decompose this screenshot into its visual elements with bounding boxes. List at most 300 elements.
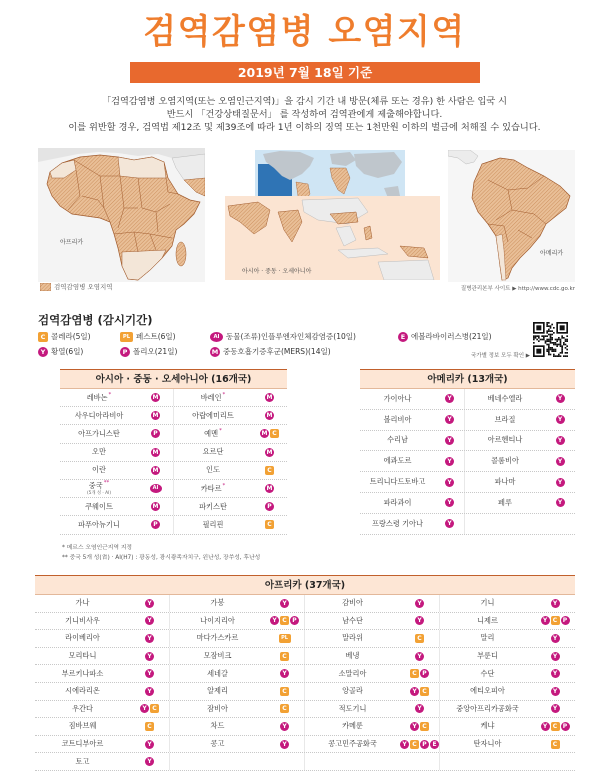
disease-badge-m: M <box>152 448 159 456</box>
disease-badge-y: Y <box>145 616 154 625</box>
asia-map-label: 아시아 · 중동 · 오세아니아 <box>242 268 312 275</box>
country-name-line <box>481 633 495 643</box>
country-name-line <box>62 669 104 679</box>
country-cell <box>465 389 545 409</box>
country-badges <box>252 389 287 406</box>
country-cell <box>174 516 252 533</box>
country-badges <box>400 630 440 647</box>
country-name-line <box>456 704 519 714</box>
country-name: 남수단 <box>342 615 363 625</box>
table-row <box>360 493 575 514</box>
country-badges <box>435 472 465 492</box>
country-badges <box>400 683 440 700</box>
country-name-line <box>69 651 97 661</box>
country-name: 요르단 <box>202 447 224 457</box>
disease-badge-y: Y <box>551 634 560 643</box>
country-name: 모리타니 <box>68 651 97 661</box>
footnote-2: ** 중국 5개 성(省) · AI(H7) : 광동성, 광시좡족자치구, 윈난성, 장쑤성, 후난성 <box>62 555 261 561</box>
disease-badge-c: C <box>551 616 560 625</box>
country-name-line <box>495 415 516 425</box>
country-badges <box>130 753 170 770</box>
intro-line-1: 「검역감염병 오염지역(또는 오염인근지역)」을 감시 기간 내 방문(체류 또는 경유) 한 사람은 입국 시 <box>101 96 507 107</box>
disease-badge-c: C <box>410 669 419 678</box>
country-name: 콜롬비아 <box>491 456 519 466</box>
country-cell <box>305 701 400 718</box>
disease-badge-c: C <box>415 634 424 643</box>
country-name: 오만 <box>92 447 106 457</box>
country-cell <box>174 444 252 461</box>
table-row <box>60 462 287 480</box>
country-badges <box>435 389 465 409</box>
country-cell <box>170 683 265 700</box>
country-name: 적도기니 <box>338 703 367 713</box>
country-name-line <box>204 429 222 439</box>
country-cell <box>60 498 138 515</box>
country-name-line <box>203 447 224 457</box>
country-name-line <box>211 721 225 731</box>
disease-badge-y: Y <box>556 498 565 507</box>
country-cell <box>60 480 138 497</box>
disease-badge-y: Y <box>445 394 454 403</box>
table-row <box>60 480 287 498</box>
disease-badge-p: P <box>420 740 429 749</box>
disease-badge-c: C <box>551 740 560 749</box>
country-name-line <box>92 465 106 475</box>
country-badges <box>535 630 575 647</box>
country-cell <box>60 425 138 442</box>
country-name: 나이지리아 <box>200 615 235 625</box>
country-name: 파나마 <box>494 477 516 487</box>
disease-badge-c: C <box>280 616 289 625</box>
country-name-line <box>488 394 523 404</box>
country-cell <box>170 595 265 612</box>
country-name-line <box>62 739 104 749</box>
country-badges <box>252 444 287 461</box>
disease-badge-y: Y <box>551 669 560 678</box>
disease-badge-y: Y <box>445 498 454 507</box>
country-name-line <box>72 704 93 714</box>
country-name-line <box>207 704 228 714</box>
footnote-mark: * <box>222 391 226 398</box>
country-name: 파키스탄 <box>199 501 227 511</box>
disease-badge-c: C <box>38 332 48 342</box>
disease-badge-m: M <box>266 412 273 420</box>
disease-badge-m: M <box>152 412 159 420</box>
country-cell <box>305 613 400 630</box>
country-name: 우간다 <box>72 703 93 713</box>
america-table-body <box>360 389 575 535</box>
country-cell <box>305 718 400 735</box>
disease-badge-y: Y <box>556 457 565 466</box>
country-badges <box>545 389 575 409</box>
table-row <box>35 613 575 631</box>
country-name: 짐바브웨 <box>68 721 97 731</box>
disease-badge-c: C <box>420 722 429 731</box>
country-cell <box>440 701 535 718</box>
country-cell <box>174 480 252 497</box>
country-name-line <box>87 393 112 403</box>
disease-legend-item <box>120 331 210 342</box>
disease-legend-item <box>398 331 528 342</box>
country-name-line <box>78 520 120 530</box>
table-row <box>60 425 287 443</box>
country-cell <box>305 648 400 665</box>
country-cell <box>35 595 130 612</box>
legend-swatch <box>40 283 51 291</box>
country-cell <box>440 753 535 770</box>
country-badges <box>435 410 465 430</box>
country-cell <box>440 595 535 612</box>
country-name: 기니 <box>480 598 495 608</box>
country-cell <box>174 498 252 515</box>
country-cell <box>305 753 400 770</box>
disease-legend-label: 페스트(6일) <box>136 332 176 341</box>
country-name: 앙골라 <box>342 686 363 696</box>
country-badges <box>400 718 440 735</box>
country-badges <box>265 613 305 630</box>
disease-badge-c: C <box>410 740 419 749</box>
disease-badge-pl: PL <box>279 634 291 643</box>
country-badges <box>130 701 170 718</box>
country-name: 브라질 <box>494 414 516 424</box>
country-cell <box>360 451 435 471</box>
country-name-line <box>346 651 360 661</box>
country-name-line <box>342 633 363 643</box>
disease-badge-c: C <box>551 722 560 731</box>
australia-zoom-landmass <box>378 260 434 280</box>
country-cell <box>60 516 138 533</box>
disease-badge-y: Y <box>541 722 550 731</box>
disease-legend-item <box>210 346 398 357</box>
disease-badge-y: Y <box>145 652 154 661</box>
country-cell <box>360 389 435 409</box>
footnote-mark: * <box>108 391 112 398</box>
country-badges <box>545 451 575 471</box>
disease-badge-y: Y <box>145 687 154 696</box>
world-asia-map <box>218 150 440 280</box>
country-cell <box>35 613 130 630</box>
table-row <box>360 472 575 493</box>
country-name-line <box>328 739 377 749</box>
country-cell <box>440 630 535 647</box>
footnote-mark: ** <box>103 480 110 487</box>
country-cell <box>174 407 252 424</box>
country-name-line <box>65 633 100 643</box>
country-badges <box>130 648 170 665</box>
table-row <box>60 389 287 407</box>
country-badges <box>265 648 305 665</box>
country-badges <box>535 595 575 612</box>
country-badges <box>130 736 170 753</box>
country-name: 모잠비크 <box>203 651 232 661</box>
intro-text <box>14 95 595 134</box>
country-cell <box>35 701 130 718</box>
africa-table-heading: 아프리카 (37개국) <box>35 575 575 595</box>
country-name: 레바논 <box>86 392 108 402</box>
country-name: 아르헨티나 <box>487 435 523 445</box>
table-row <box>35 648 575 666</box>
disease-badge-ai: AI <box>150 484 162 493</box>
disease-badge-p: P <box>290 616 299 625</box>
africa-table-body <box>35 595 575 771</box>
country-badges <box>130 630 170 647</box>
country-cell <box>35 753 130 770</box>
country-badges <box>130 613 170 630</box>
country-cell <box>170 701 265 718</box>
disease-badge-y: Y <box>556 436 565 445</box>
country-name-line <box>372 519 423 529</box>
country-badges <box>265 736 305 753</box>
country-name: 말라위 <box>342 633 363 643</box>
disease-badge-y: Y <box>556 478 565 487</box>
country-badges <box>252 498 287 515</box>
country-badges <box>400 595 440 612</box>
country-name-line <box>384 498 412 508</box>
table-row <box>35 753 575 771</box>
country-name: 카타르 <box>200 483 222 493</box>
country-name: 수단 <box>480 668 495 678</box>
country-name-line <box>76 598 90 608</box>
country-cell <box>170 718 265 735</box>
country-name: 프랑스령 기아나 <box>372 518 423 528</box>
country-badges <box>130 665 170 682</box>
country-badges <box>435 514 465 534</box>
country-name-line <box>384 456 412 466</box>
country-name: 에티오피아 <box>470 686 505 696</box>
disease-badge-y: Y <box>145 599 154 608</box>
disease-badge-p: P <box>265 502 274 511</box>
table-row <box>35 595 575 613</box>
country-name: 세네갈 <box>207 668 228 678</box>
footnote-mark: * <box>222 482 226 489</box>
country-name-line <box>481 721 495 731</box>
country-badges <box>252 407 287 424</box>
country-cell <box>465 493 545 513</box>
country-badges <box>265 718 305 735</box>
disease-badge-y: Y <box>280 669 289 678</box>
country-badges <box>400 665 440 682</box>
country-name: 베네수엘라 <box>487 393 523 403</box>
country-cell <box>170 736 265 753</box>
country-name: 쿠웨이트 <box>85 501 113 511</box>
country-badges <box>265 630 305 647</box>
country-name-line <box>92 447 106 457</box>
country-name-line <box>211 739 225 749</box>
disease-legend-label: 동물(조류)인플루엔자인체감염증(10일) <box>226 332 356 341</box>
country-badges <box>138 516 174 533</box>
country-name: 코트디부아르 <box>61 739 104 749</box>
disease-badge-y: Y <box>280 599 289 608</box>
country-badges <box>265 683 305 700</box>
country-name: 예멘 <box>204 428 219 438</box>
country-badges <box>400 613 440 630</box>
table-row <box>35 665 575 683</box>
country-name-line <box>207 669 228 679</box>
america-table-heading: 아메리카 (13개국) <box>360 369 575 389</box>
country-name-line <box>474 739 502 749</box>
country-name: 트리니다드토바고 <box>369 477 426 487</box>
country-name-line <box>477 651 498 661</box>
disease-badge-y: Y <box>415 652 424 661</box>
madagascar <box>176 242 186 266</box>
america-map <box>448 150 575 282</box>
disease-badge-y: Y <box>551 687 560 696</box>
africa-map <box>38 148 205 282</box>
country-cell <box>440 613 535 630</box>
country-badges <box>435 431 465 451</box>
table-row <box>360 410 575 431</box>
disease-badge-e: E <box>430 740 439 749</box>
country-cell <box>35 718 130 735</box>
disease-badge-y: Y <box>270 616 279 625</box>
country-badges <box>138 444 174 461</box>
country-name-line <box>201 484 226 494</box>
disease-badge-y: Y <box>280 740 289 749</box>
disease-badge-y: Y <box>280 722 289 731</box>
disease-badge-y: Y <box>38 347 48 357</box>
disease-badge-y: Y <box>410 722 419 731</box>
country-name-line <box>491 456 519 466</box>
country-name: 부룬디 <box>477 651 498 661</box>
disease-badge-y: Y <box>445 519 454 528</box>
country-badges <box>400 736 440 753</box>
country-name-line <box>488 435 523 445</box>
country-name-line <box>481 669 495 679</box>
disease-badge-m: M <box>152 466 159 474</box>
country-name: 바레인 <box>200 392 222 402</box>
disease-badge-p: P <box>151 520 160 529</box>
country-name: 파라과이 <box>383 497 412 507</box>
disease-badge-p: P <box>561 616 570 625</box>
country-name: 라이베리아 <box>65 633 100 643</box>
country-badges <box>400 701 440 718</box>
country-name: 페루 <box>498 497 512 507</box>
table-row <box>360 514 575 535</box>
disease-badge-p: P <box>561 722 570 731</box>
disease-legend-item <box>120 346 210 357</box>
disease-badge-y: Y <box>551 704 560 713</box>
country-badges <box>535 736 575 753</box>
country-cell <box>360 472 435 492</box>
country-badges <box>535 683 575 700</box>
country-name-line <box>201 393 226 403</box>
country-cell <box>440 648 535 665</box>
disease-legend-label: 중동호흡기증후군(MERS)(14일) <box>223 347 331 356</box>
intro-line-2: 반드시 「건강상태질문서」 를 작성하여 검역관에게 제출해야합니다. <box>166 109 443 120</box>
country-name-line <box>206 465 220 475</box>
country-name-line <box>207 686 228 696</box>
country-name-line <box>211 598 225 608</box>
country-badges <box>400 648 440 665</box>
country-cell <box>35 665 130 682</box>
qr-caption: 국가별 정보 모두 확인 ▶ <box>470 353 530 359</box>
disease-badge-y: Y <box>145 757 154 766</box>
country-name: 기니비사우 <box>65 615 100 625</box>
country-name-line <box>89 481 109 491</box>
country-badges <box>545 410 575 430</box>
table-row <box>360 431 575 452</box>
disease-badge-y: Y <box>445 478 454 487</box>
disease-badge-y: Y <box>445 457 454 466</box>
disease-badge-c: C <box>265 466 274 475</box>
country-badges <box>435 493 465 513</box>
disease-badge-c: C <box>280 704 289 713</box>
disease-badge-m: M <box>152 394 159 402</box>
country-cell <box>305 630 400 647</box>
country-cell <box>465 410 545 430</box>
disease-legend-label: 에볼라바이러스병(21일) <box>411 332 492 341</box>
asia-table <box>60 369 287 535</box>
country-cell <box>360 514 435 534</box>
country-name: 아프가니스탄 <box>78 428 120 438</box>
country-cell <box>170 665 265 682</box>
country-cell <box>174 462 252 479</box>
country-name: 카메룬 <box>342 721 363 731</box>
country-cell <box>305 665 400 682</box>
country-name-line <box>78 429 120 439</box>
intro-line-3: 이를 위반할 경우, 검역법 제12조 및 제39조에 따라 1년 이하의 징역 또는 1천만원 이하의 벌금에 처해질 수 있습니다. <box>68 122 541 133</box>
country-name-line <box>69 721 97 731</box>
disease-badge-y: Y <box>415 704 424 713</box>
source-link: 질병관리본부 사이트 ▶ http://www.cdc.go.kr <box>460 286 575 292</box>
table-row <box>35 736 575 754</box>
disease-badge-m: M <box>266 394 273 402</box>
country-badges <box>535 665 575 682</box>
country-name-line <box>498 498 512 508</box>
disease-badge-y: Y <box>541 616 550 625</box>
disease-badge-y: Y <box>415 616 424 625</box>
disease-badge-y: Y <box>400 740 409 749</box>
country-cell <box>170 753 265 770</box>
country-badges <box>138 407 174 424</box>
country-cell <box>465 451 545 471</box>
country-name-line <box>200 616 235 626</box>
africa-map-label: 아프리카 <box>60 239 84 246</box>
disease-badge-pl: PL <box>120 332 133 342</box>
disease-badge-m: M <box>266 448 273 456</box>
country-name-line <box>477 616 498 626</box>
footnote-mark: * <box>219 427 222 434</box>
country-name: 인도 <box>206 465 220 475</box>
country-name: 가이아나 <box>383 393 412 403</box>
country-name: 에콰도르 <box>383 456 412 466</box>
country-cell <box>305 595 400 612</box>
date-banner: 2019년 7월 18일 기준 <box>130 62 480 83</box>
country-name-line <box>339 669 367 679</box>
country-name-line <box>65 686 100 696</box>
disease-badge-c: C <box>150 704 159 713</box>
country-cell <box>35 736 130 753</box>
country-cell <box>170 613 265 630</box>
country-cell <box>35 683 130 700</box>
country-badges <box>545 514 575 534</box>
disease-legend-label: 콜레라(5일) <box>51 332 91 341</box>
country-badges <box>535 648 575 665</box>
country-name: 가봉 <box>210 598 225 608</box>
table-row <box>60 498 287 516</box>
country-cell <box>170 648 265 665</box>
country-badges <box>265 665 305 682</box>
disease-badge-y: Y <box>445 436 454 445</box>
country-badges <box>535 613 575 630</box>
country-name-line <box>342 598 363 608</box>
country-name: 토고 <box>75 756 90 766</box>
country-name: 부르키나파소 <box>61 668 104 678</box>
country-name-line <box>75 411 124 421</box>
country-name: 콩고 <box>210 739 225 749</box>
country-badges <box>535 701 575 718</box>
country-name-line <box>197 633 239 643</box>
